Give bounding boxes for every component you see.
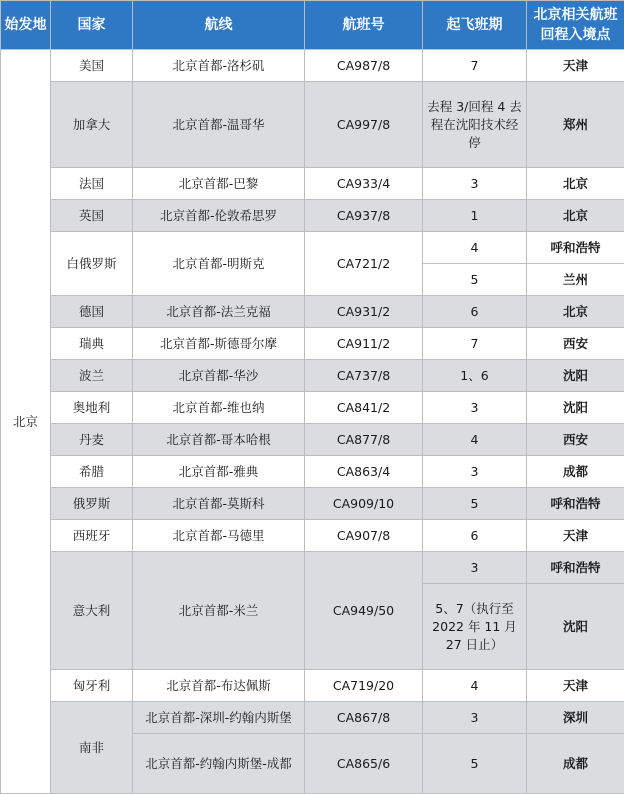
entry-point-cell: 北京 bbox=[527, 168, 624, 200]
departure-days-cell: 5 bbox=[423, 264, 527, 296]
flight-number-cell: CA987/8 bbox=[305, 50, 423, 82]
flight-number-cell: CA933/4 bbox=[305, 168, 423, 200]
departure-days-cell: 3 bbox=[423, 456, 527, 488]
flight-number-cell: CA719/20 bbox=[305, 670, 423, 702]
entry-point-cell: 北京 bbox=[527, 200, 624, 232]
route-cell: 北京首都-洛杉矶 bbox=[133, 50, 305, 82]
header-route: 航线 bbox=[133, 1, 305, 50]
table-row bbox=[1, 488, 624, 520]
entry-point-cell: 天津 bbox=[527, 50, 624, 82]
route-cell: 北京首都-米兰 bbox=[133, 552, 305, 670]
country-cell: 瑞典 bbox=[51, 328, 133, 360]
departure-days-cell: 4 bbox=[423, 670, 527, 702]
entry-point-cell: 兰州 bbox=[527, 264, 624, 296]
country-cell: 南非 bbox=[51, 702, 133, 794]
entry-point-cell: 呼和浩特 bbox=[527, 232, 624, 264]
departure-days-cell: 去程 3/回程 4 去程在沈阳技术经停 bbox=[423, 82, 527, 168]
header-row bbox=[1, 1, 624, 50]
departure-days-cell: 6 bbox=[423, 296, 527, 328]
header-entry-point: 北京相关航班回程入境点 bbox=[527, 1, 624, 50]
table-row bbox=[1, 232, 624, 264]
table-row bbox=[1, 520, 624, 552]
departure-days-cell: 5 bbox=[423, 488, 527, 520]
table-row bbox=[1, 456, 624, 488]
entry-point-cell: 成都 bbox=[527, 734, 624, 794]
route-cell: 北京首都-莫斯科 bbox=[133, 488, 305, 520]
route-cell: 北京首都-深圳-约翰内斯堡 bbox=[133, 702, 305, 734]
table-row bbox=[1, 82, 624, 168]
table-row bbox=[1, 328, 624, 360]
flight-number-cell: CA937/8 bbox=[305, 200, 423, 232]
flight-number-cell: CA721/2 bbox=[305, 232, 423, 296]
entry-point-cell: 天津 bbox=[527, 520, 624, 552]
entry-point-cell: 西安 bbox=[527, 328, 624, 360]
header-country: 国家 bbox=[51, 1, 133, 50]
entry-point-cell: 沈阳 bbox=[527, 360, 624, 392]
country-cell: 西班牙 bbox=[51, 520, 133, 552]
flight-number-cell: CA877/8 bbox=[305, 424, 423, 456]
header-flight-number: 航班号 bbox=[305, 1, 423, 50]
departure-days-cell: 7 bbox=[423, 50, 527, 82]
departure-days-cell: 1 bbox=[423, 200, 527, 232]
flight-number-cell: CA737/8 bbox=[305, 360, 423, 392]
table-row bbox=[1, 392, 624, 424]
country-cell: 美国 bbox=[51, 50, 133, 82]
departure-days-cell: 3 bbox=[423, 552, 527, 584]
country-cell: 德国 bbox=[51, 296, 133, 328]
departure-days-cell: 3 bbox=[423, 702, 527, 734]
country-cell: 波兰 bbox=[51, 360, 133, 392]
departure-days-cell: 5 bbox=[423, 734, 527, 794]
table-row bbox=[1, 360, 624, 392]
table-row bbox=[1, 670, 624, 702]
route-cell: 北京首都-维也纳 bbox=[133, 392, 305, 424]
flight-number-cell: CA863/4 bbox=[305, 456, 423, 488]
country-cell: 意大利 bbox=[51, 552, 133, 670]
route-cell: 北京首都-马德里 bbox=[133, 520, 305, 552]
entry-point-cell: 郑州 bbox=[527, 82, 624, 168]
table-row bbox=[1, 296, 624, 328]
route-cell: 北京首都-巴黎 bbox=[133, 168, 305, 200]
table-row bbox=[1, 702, 624, 734]
route-cell: 北京首都-温哥华 bbox=[133, 82, 305, 168]
entry-point-cell: 沈阳 bbox=[527, 392, 624, 424]
flight-number-cell: CA911/2 bbox=[305, 328, 423, 360]
flight-number-cell: CA909/10 bbox=[305, 488, 423, 520]
flight-number-cell: CA997/8 bbox=[305, 82, 423, 168]
country-cell: 丹麦 bbox=[51, 424, 133, 456]
departure-days-cell: 4 bbox=[423, 424, 527, 456]
departure-days-cell: 7 bbox=[423, 328, 527, 360]
entry-point-cell: 呼和浩特 bbox=[527, 488, 624, 520]
route-cell: 北京首都-法兰克福 bbox=[133, 296, 305, 328]
departure-days-cell: 3 bbox=[423, 392, 527, 424]
route-cell: 北京首都-斯德哥尔摩 bbox=[133, 328, 305, 360]
header-departure-days: 起飞班期 bbox=[423, 1, 527, 50]
flight-number-cell: CA841/2 bbox=[305, 392, 423, 424]
table-row bbox=[1, 424, 624, 456]
flight-number-cell: CA867/8 bbox=[305, 702, 423, 734]
entry-point-cell: 呼和浩特 bbox=[527, 552, 624, 584]
entry-point-cell: 西安 bbox=[527, 424, 624, 456]
country-cell: 英国 bbox=[51, 200, 133, 232]
country-cell: 加拿大 bbox=[51, 82, 133, 168]
departure-days-cell: 1、6 bbox=[423, 360, 527, 392]
header-origin: 始发地 bbox=[1, 1, 51, 50]
origin-cell: 北京 bbox=[1, 50, 51, 794]
route-cell: 北京首都-明斯克 bbox=[133, 232, 305, 296]
route-cell: 北京首都-华沙 bbox=[133, 360, 305, 392]
flight-number-cell: CA949/50 bbox=[305, 552, 423, 670]
departure-days-cell: 5、7（执行至 2022 年 11 月 27 日止） bbox=[423, 584, 527, 670]
flight-number-cell: CA907/8 bbox=[305, 520, 423, 552]
flight-number-cell: CA865/6 bbox=[305, 734, 423, 794]
departure-days-cell: 6 bbox=[423, 520, 527, 552]
route-cell: 北京首都-约翰内斯堡-成都 bbox=[133, 734, 305, 794]
entry-point-cell: 成都 bbox=[527, 456, 624, 488]
table-row bbox=[1, 200, 624, 232]
country-cell: 白俄罗斯 bbox=[51, 232, 133, 296]
entry-point-cell: 深圳 bbox=[527, 702, 624, 734]
country-cell: 匈牙利 bbox=[51, 670, 133, 702]
country-cell: 俄罗斯 bbox=[51, 488, 133, 520]
route-cell: 北京首都-伦敦希思罗 bbox=[133, 200, 305, 232]
departure-days-cell: 3 bbox=[423, 168, 527, 200]
route-cell: 北京首都-哥本哈根 bbox=[133, 424, 305, 456]
route-cell: 北京首都-布达佩斯 bbox=[133, 670, 305, 702]
entry-point-cell: 北京 bbox=[527, 296, 624, 328]
flight-number-cell: CA931/2 bbox=[305, 296, 423, 328]
table-row bbox=[1, 50, 624, 82]
entry-point-cell: 沈阳 bbox=[527, 584, 624, 670]
country-cell: 奥地利 bbox=[51, 392, 133, 424]
table-row bbox=[1, 168, 624, 200]
country-cell: 希腊 bbox=[51, 456, 133, 488]
entry-point-cell: 天津 bbox=[527, 670, 624, 702]
table-row bbox=[1, 552, 624, 584]
departure-days-cell: 4 bbox=[423, 232, 527, 264]
country-cell: 法国 bbox=[51, 168, 133, 200]
route-cell: 北京首都-雅典 bbox=[133, 456, 305, 488]
